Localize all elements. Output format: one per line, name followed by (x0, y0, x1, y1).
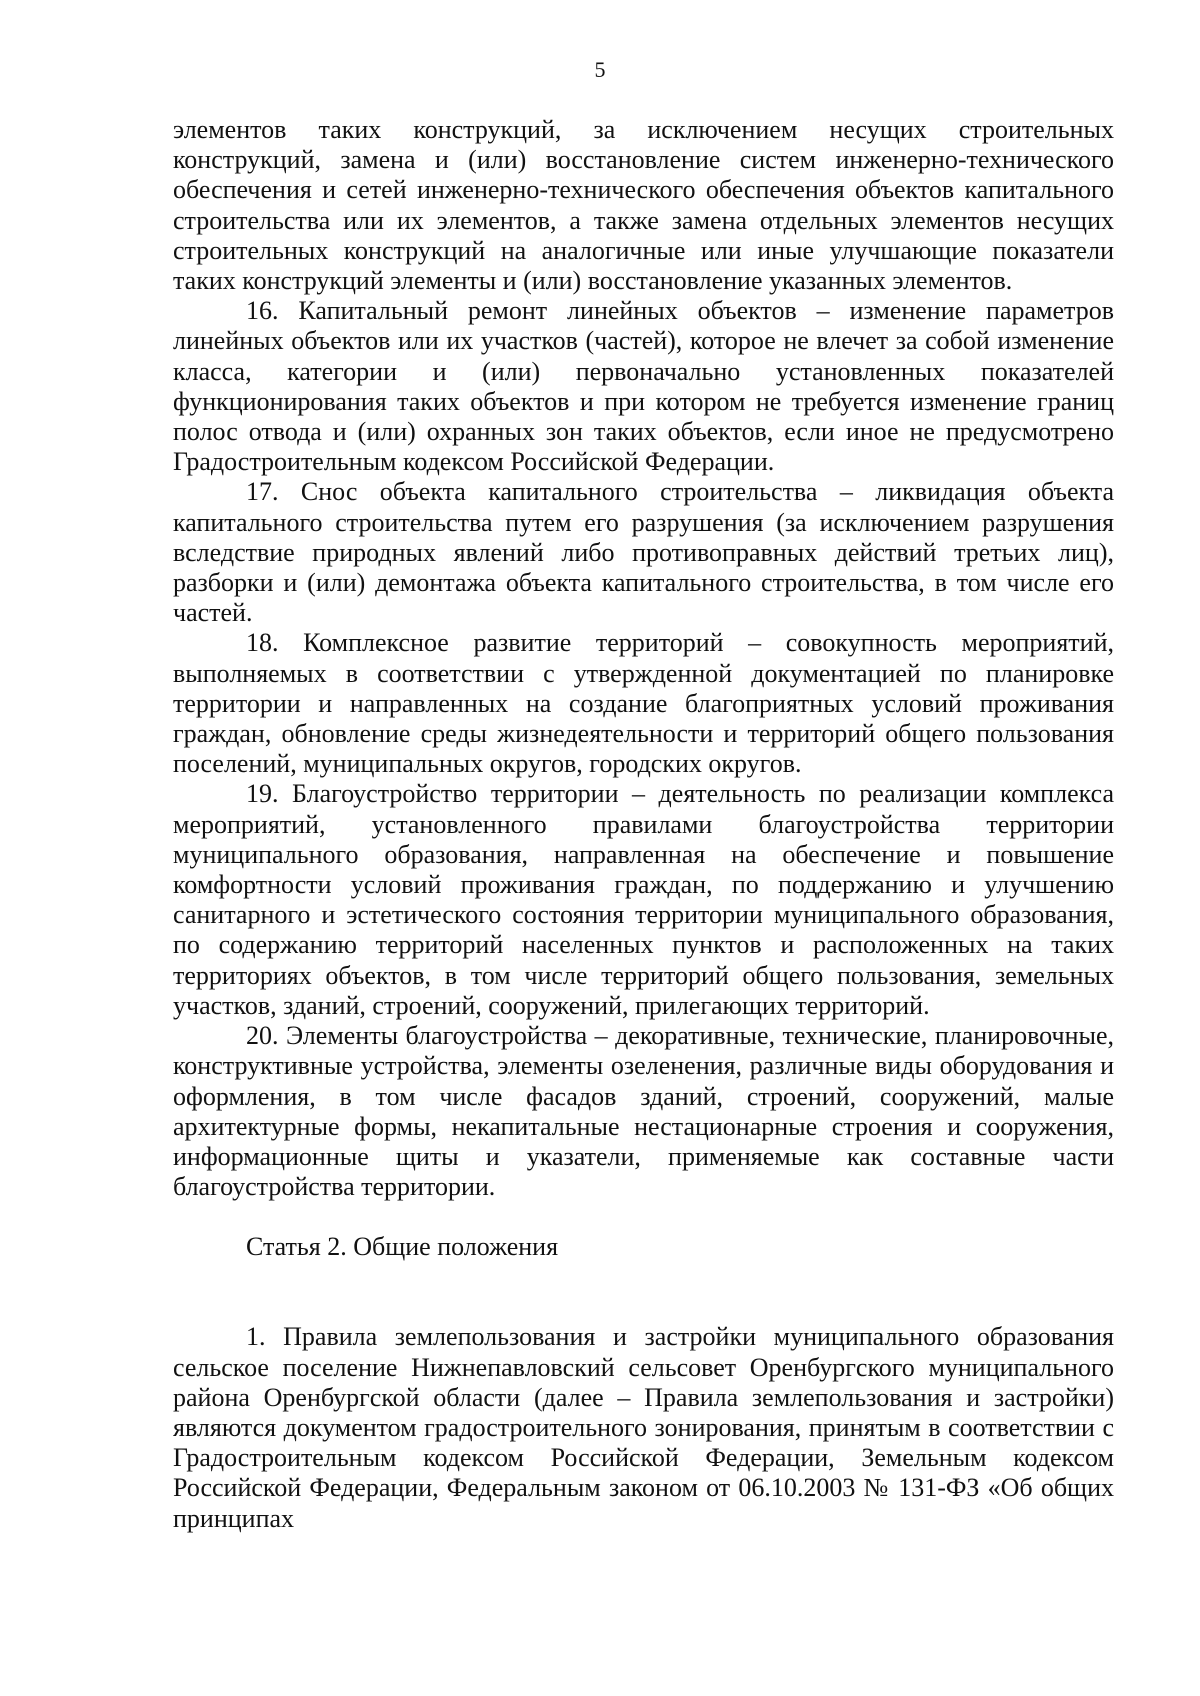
page-number: 5 (594, 57, 606, 82)
paragraph-continuation: элементов таких конструкций, за исключением несущих строительных конструкций, замена и (или) восстановление систем инженерно-технического обеспечения и сетей инженерно-технического обеспечения объектов капитального строительства или их элементов, а также замена отдельных элементов несущих строительных конструкций на аналогичные или иные улучшающие показатели таких конструкций элементы и (или) восстановление указанных элементов. (173, 115, 1114, 296)
paragraph-item-16: 16. Капитальный ремонт линейных объектов – изменение параметров линейных объектов или их участков (частей), которое не влечет за собой изменение класса, категории и (или) первоначально установленных показателей функционирования таких объектов и при котором не требуется изменение границ полос отвода и (или) охранных зон таких объектов, если иное не предусмотрено Градостроительным кодексом Российской Федерации. (173, 296, 1114, 477)
article-heading: Статья 2. Общие положения (246, 1232, 559, 1262)
paragraph-item-18: 18. Комплексное развитие территорий – совокупность мероприятий, выполняемых в соответствии с утвержденной документацией по планировке территории и направленных на создание благоприятных условий проживания граждан, обновление среды жизнедеятельности и территорий общего пользования поселений, муниципальных округов, городских округов. (173, 628, 1114, 779)
document-body (173, 115, 1114, 1534)
article-paragraph-1: 1. Правила землепользования и застройки муниципального образования сельское поселение Нижнепавловский сельсовет Оренбургского муниципального района Оренбургской области (далее – Правила землепользования и застройки) являются документом градостроительного зонирования, принятым в соответствии с Градостроительным кодексом Российской Федерации, Земельным кодексом Российской Федерации, Федеральным законом от 06.10.2003 № 131-ФЗ «Об общих принципах (173, 1322, 1114, 1533)
paragraph-item-19: 19. Благоустройство территории – деятельность по реализации комплекса мероприятий, установленного правилами благоустройства территории муниципального образования, направленная на обеспечение и повышение комфортности условий проживания граждан, по поддержанию и улучшению санитарного и эстетического состояния территории муниципального образования, по содержанию территорий населенных пунктов и расположенных на таких территориях объектов, в том числе территорий общего пользования, земельных участков, зданий, строений, сооружений, прилегающих территорий. (173, 779, 1114, 1020)
paragraph-item-20: 20. Элементы благоустройства – декоративные, технические, планировочные, конструктивные устройства, элементы озеленения, различные виды оборудования и оформления, в том числе фасадов зданий, строений, сооружений, малые архитектурные формы, некапитальные нестационарные строения и сооружения, информационные щиты и указатели, применяемые как составные части благоустройства территории. (173, 1021, 1114, 1202)
paragraph-item-17: 17. Снос объекта капитального строительства – ликвидация объекта капитального строительства путем его разрушения (за исключением разрушения вследствие природных явлений либо противоправных действий третьих лиц), разборки и (или) демонтажа объекта капитального строительства, в том числе его частей. (173, 477, 1114, 628)
